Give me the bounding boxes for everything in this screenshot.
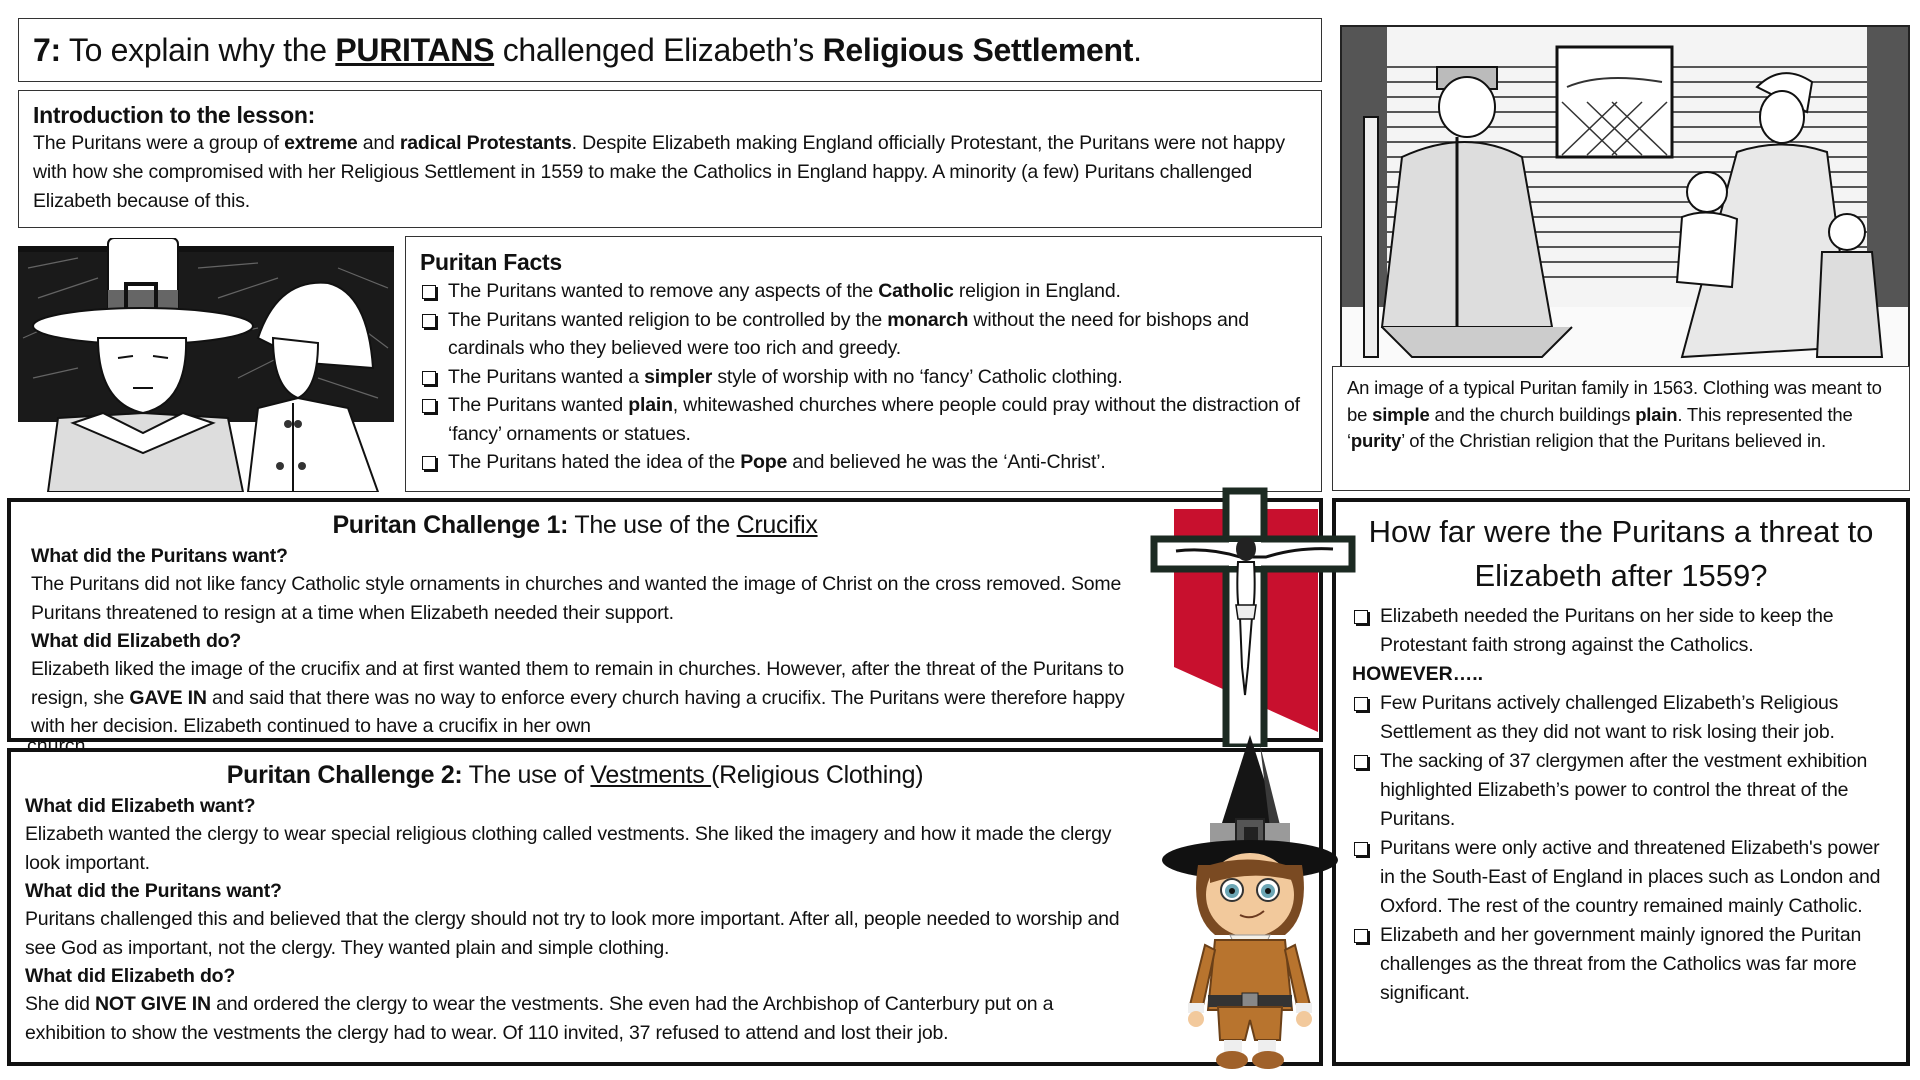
challenge-2-question-3: What did Elizabeth do? (25, 965, 236, 987)
pilgrim-couple-image (18, 238, 394, 492)
challenge-1-box (7, 498, 1323, 742)
threat-list-intro (1352, 602, 1890, 660)
challenge-2-answer-2: Puritans challenged this and believed that the clergy should not try to look more important. After all, people needed to worship and see God as important, not the clergy. They wanted plain and simple clothing. (25, 908, 1120, 959)
list-item: The Puritans hated the idea of the Pope and believed he was the ‘Anti-Christ’. (420, 448, 1307, 477)
checkbox-bullet-icon (422, 399, 436, 413)
challenge-2-title: Puritan Challenge 2: The use of Vestments (Religious Clothing) (226, 761, 924, 789)
title-text: challenged Elizabeth’s (494, 32, 823, 68)
lesson-number: 7: (33, 32, 61, 68)
introduction-text: The Puritans were a group of extreme and radical Protestants. Despite Elizabeth making England officially Protestant, the Puritans were not happy with how she compromised with her Religious Settlement in 1559 to make the Catholics in England happy. A minority (a few) Puritans challenged Elizabeth because of this. (33, 132, 1285, 212)
puritan-facts-list (420, 277, 1307, 477)
checkbox-bullet-icon (422, 456, 436, 470)
challenge-1-title: Puritan Challenge 1: The use of the Crucifix (332, 511, 818, 539)
title-topic: Religious Settlement (822, 32, 1134, 68)
challenge-2-question-2: What did the Puritans want? (25, 880, 282, 902)
puritan-facts-heading: Puritan Facts (420, 249, 562, 275)
challenge-1-question-2: What did Elizabeth do? (31, 630, 242, 652)
lesson-title-box (18, 18, 1322, 82)
checkbox-bullet-icon (422, 371, 436, 385)
list-item: Elizabeth and her government mainly ignored the Puritan challenges as the threat from the Catholics was far more significant. (1352, 921, 1890, 1008)
family-image-caption (1332, 366, 1910, 491)
checkbox-bullet-icon (422, 285, 436, 299)
challenge-1-overflow-text: church. (27, 735, 91, 757)
checkbox-bullet-icon (1354, 755, 1368, 769)
challenge-1-question-1: What did the Puritans want? (31, 545, 288, 567)
caption-text: An image of a typical Puritan family in 1563. Clothing was meant to be simple and the church buildings plain. This represented the ‘purity’ of the Christian religion that the Puritans believed in. (1347, 377, 1882, 451)
title-keyword: PURITANS (335, 32, 495, 68)
title-text: . (1133, 32, 1142, 68)
threat-list (1352, 689, 1890, 1008)
list-item: The Puritans wanted to remove any aspects of the Catholic religion in England. (420, 277, 1307, 306)
introduction-box (18, 90, 1322, 228)
checkbox-bullet-icon (1354, 929, 1368, 943)
challenge-2-question-1: What did Elizabeth want? (25, 795, 256, 817)
challenge-2-box (7, 748, 1323, 1066)
puritan-facts-box (405, 236, 1322, 492)
introduction-heading: Introduction to the lesson: (33, 102, 315, 128)
challenge-2-answer-1: Elizabeth wanted the clergy to wear special religious clothing called vestments. She liked the imagery and how it made the clergy look important. (25, 823, 1112, 874)
list-item: The sacking of 37 clergymen after the vestment exhibition highlighted Elizabeth’s power to control the threat of the Puritans. (1352, 747, 1890, 834)
list-item: Elizabeth needed the Puritans on her side to keep the Protestant faith strong against the Catholics. (1352, 602, 1890, 660)
checkbox-bullet-icon (422, 314, 436, 328)
however-label: HOWEVER….. (1352, 663, 1484, 685)
threat-assessment-box (1332, 498, 1910, 1066)
puritan-family-woodcut-image (1340, 25, 1910, 370)
list-item: The Puritans wanted plain, whitewashed churches where people could pray without the distraction of ‘fancy’ ornaments or statues. (420, 391, 1307, 448)
list-item: The Puritans wanted religion to be controlled by the monarch without the need for bishops and cardinals who they believed were too rich and greedy. (420, 306, 1307, 363)
challenge-1-answer-2: Elizabeth liked the image of the crucifix and at first wanted them to remain in churches. However, after the threat of the Puritans to resign, she GAVE IN and said that there was no way to enforce every church having a crucifix. The Puritans were therefore happy with her decision. Elizabeth continued to have a crucifix in her own (31, 658, 1125, 737)
list-item: Puritans were only active and threatened Elizabeth's power in the South-East of England in places such as London and Oxford. The rest of the country remained mainly Catholic. (1352, 834, 1890, 921)
list-item: Few Puritans actively challenged Elizabeth’s Religious Settlement as they did not want to risk losing their job. (1352, 689, 1890, 747)
title-text: To explain why the (60, 32, 336, 68)
pilgrim-boy-image (1160, 735, 1340, 1070)
challenge-2-answer-3: She did NOT GIVE IN and ordered the clergy to wear the vestments. She even had the Archbishop of Canterbury put on a exhibition to show the vestments the clergy had to wear. Of 110 invited, 37 refused to attend and lost their job. (25, 993, 1054, 1044)
crucifix-icon (1148, 487, 1358, 747)
checkbox-bullet-icon (1354, 842, 1368, 856)
list-item: The Puritans wanted a simpler style of worship with no ‘fancy’ Catholic clothing. (420, 363, 1307, 392)
threat-heading: How far were the Puritans a threat to Elizabeth after 1559? (1368, 514, 1874, 593)
challenge-1-answer-1: The Puritans did not like fancy Catholic style ornaments in churches and wanted the image of Christ on the cross removed. Some Puritans threatened to resign at a time when Elizabeth needed their support. (31, 573, 1122, 624)
lesson-title (33, 27, 1307, 73)
